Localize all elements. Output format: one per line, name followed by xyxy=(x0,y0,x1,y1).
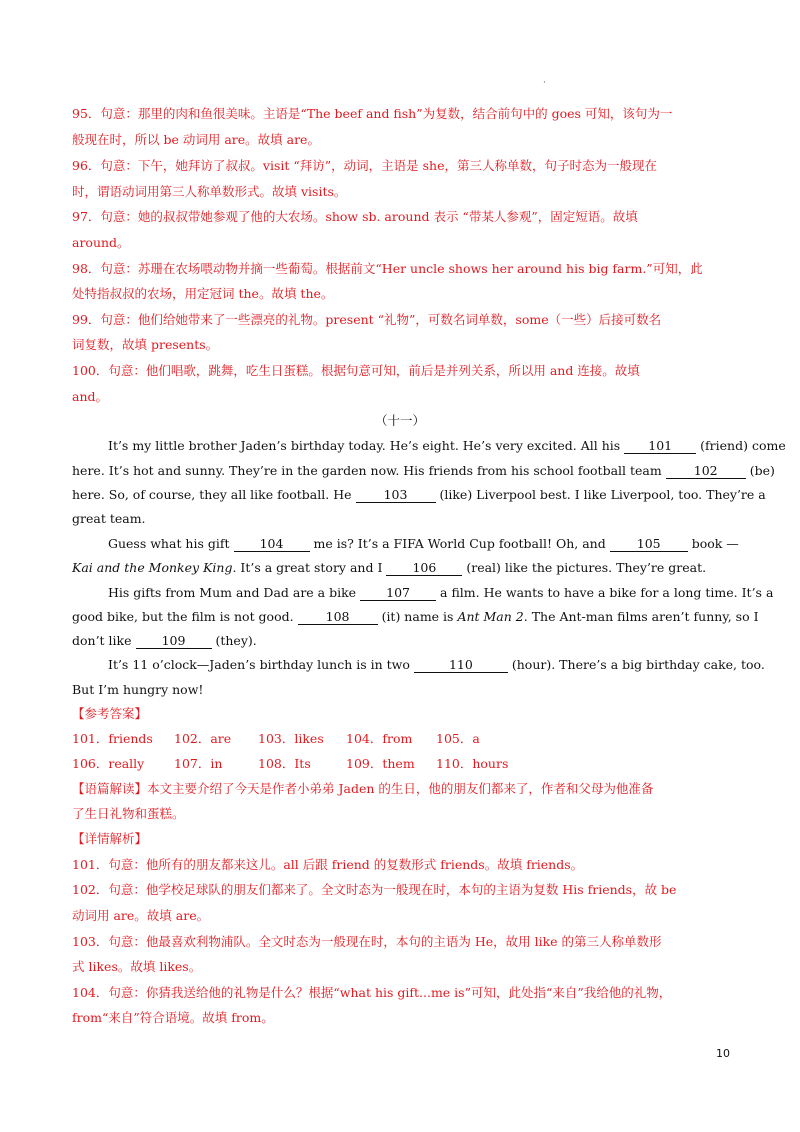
answer-108: 108．Its xyxy=(258,756,311,771)
interpretation-line1 xyxy=(72,781,732,797)
explanation-96-line2: 时，谓语动词用第三人称单数形式。故填 visits。 xyxy=(72,184,347,199)
interpretation-line2: 了生日礼物和蛋糕。 xyxy=(72,806,185,821)
answers-row-1 xyxy=(72,731,732,747)
answer-105: 105．a xyxy=(436,731,480,746)
passage-line: great team. xyxy=(72,511,146,526)
explanation-100-line1: 100．句意：他们唱歌，跳舞，吃生日蛋糕。根据句意可知，前后是并列关系，所以用 and 连接。故填 xyxy=(72,363,640,378)
passage-text: . It’s a great story and I xyxy=(232,560,383,575)
explanation-98-line1: 98．句意：苏珊在农场喂动物并摘一些葡萄。根据前文“Her uncle shows her around his big farm.”可知，此 xyxy=(72,261,703,276)
passage-text: His gifts from Mum and Dad are a bike xyxy=(108,585,357,600)
answer-104: 104．from xyxy=(346,731,413,746)
detail-103-line2: 式 likes。故填 likes。 xyxy=(72,959,202,974)
passage-line xyxy=(108,536,739,552)
passage-text: here. So, of course, they all like football. He xyxy=(72,487,352,502)
blank-104: 104 xyxy=(234,537,310,552)
answers-heading: 【参考答案】 xyxy=(72,706,148,721)
passage-line: But I’m hungry now! xyxy=(72,682,204,697)
passage-text: (friend) come xyxy=(700,438,786,453)
blank-103: 103 xyxy=(356,488,436,503)
blank-108: 108 xyxy=(298,610,378,625)
explanation-97-line1: 97．句意：她的叔叔带她参观了他的大农场。show sb. around 表示 “带某人参观”，固定短语。故填 xyxy=(72,209,638,224)
detail-104-line1: 104．句意：你猜我送给他的礼物是什么？根据“what his gift...me is”可知，此处指“来自”我给他的礼物， xyxy=(72,985,672,1000)
explanation-100-line2: and。 xyxy=(72,389,109,404)
passage-text: It’s my little brother Jaden’s birthday today. He’s eight. He’s very excited. All his xyxy=(108,438,621,453)
blank-105: 105 xyxy=(610,537,688,552)
passage-text: . The Ant-man films aren’t funny, so I xyxy=(523,609,759,624)
film-title: Ant Man 2 xyxy=(457,609,524,624)
detail-102-line1: 102．句意：他学校足球队的朋友们都来了。全文时态为一般现在时，本句的主语为复数 His friends，故 be xyxy=(72,882,677,897)
explanation-95-line2: 般现在时，所以 be 动词用 are。故填 are。 xyxy=(72,132,320,147)
answers-row-2 xyxy=(72,756,732,772)
passage-text: good bike, but the film is not good. xyxy=(72,609,294,624)
explanation-97-line2: around。 xyxy=(72,235,130,250)
explanation-96-line1: 96．句意：下午，她拜访了叔叔。visit “拜访”，动词，主语是 she，第三人称单数，句子时态为一般现在 xyxy=(72,158,657,173)
passage-line xyxy=(72,487,766,503)
book-title: Kai and the Monkey King xyxy=(72,560,233,575)
section-title: （十一） xyxy=(374,413,425,428)
passage-line xyxy=(72,560,732,576)
passage-line xyxy=(72,633,732,649)
passage-text: (be) xyxy=(749,463,775,478)
details-heading: 【详情解析】 xyxy=(72,831,148,846)
explanation-99-line2: 词复数，故填 presents。 xyxy=(72,337,219,352)
answer-109: 109．them xyxy=(346,756,415,771)
answer-107: 107．in xyxy=(174,756,223,771)
passage-line xyxy=(72,609,759,625)
passage-text: (hour). There’s a big birthday cake, too. xyxy=(511,657,765,672)
answer-110: 110．hours xyxy=(436,756,509,771)
passage-text: book — xyxy=(691,536,739,551)
passage-text: (real) like the pictures. They’re great. xyxy=(466,560,707,575)
passage-line xyxy=(108,585,774,601)
passage-line xyxy=(108,438,786,454)
detail-101: 101．句意：他所有的朋友都来这儿。all 后跟 friend 的复数形式 friends。故填 friends。 xyxy=(72,857,584,872)
passage-text: (they). xyxy=(215,633,257,648)
passage-text: a film. He wants to have a bike for a long time. It’s a xyxy=(440,585,774,600)
blank-109: 109 xyxy=(136,634,212,649)
answer-101: 101．friends xyxy=(72,731,153,746)
answer-106: 106．really xyxy=(72,756,145,771)
passage-text: here. It’s hot and sunny. They’re in the garden now. His friends from his school football team xyxy=(72,463,662,478)
page-number: 10 xyxy=(716,1047,730,1060)
scan-dot: · xyxy=(543,78,546,88)
passage-line xyxy=(108,657,765,673)
passage-text: It’s 11 o’clock—Jaden’s birthday lunch is in two xyxy=(108,657,410,672)
interpretation-heading: 【语篇解读】 xyxy=(72,781,148,796)
passage-line xyxy=(72,463,775,479)
explanation-99-line1: 99．句意：他们给她带来了一些漂亮的礼物。present “礼物”，可数名词单数，some（一些）后接可数名 xyxy=(72,312,662,327)
answer-102: 102．are xyxy=(174,731,232,746)
answer-103: 103．likes xyxy=(258,731,324,746)
interpretation-text: 本文主要介绍了今天是作者小弟弟 Jaden 的生日，他的朋友们都来了，作者和父母为他准备 xyxy=(147,781,654,796)
blank-101: 101 xyxy=(624,439,696,454)
detail-104-line2: from“来自”符合语境。故填 from。 xyxy=(72,1010,274,1025)
passage-text: don’t like xyxy=(72,633,132,648)
explanation-95-line1: 95．句意：那里的肉和鱼很美味。主语是“The beef and fish”为复数，结合前句中的 goes 可知，该句为一 xyxy=(72,106,673,121)
blank-107: 107 xyxy=(360,586,436,601)
detail-102-line2: 动词用 are。故填 are。 xyxy=(72,908,210,923)
blank-102: 102 xyxy=(666,464,746,479)
passage-text: (it) name is xyxy=(381,609,454,624)
blank-110: 110 xyxy=(414,658,508,673)
explanation-98-line2: 处特指叔叔的农场，用定冠词 the。故填 the。 xyxy=(72,286,334,301)
passage-text: Guess what his gift xyxy=(108,536,230,551)
detail-103-line1: 103．句意：他最喜欢利物浦队。全文时态为一般现在时，本句的主语为 He，故用 like 的第三人称单数形 xyxy=(72,934,662,949)
passage-text: me is? It’s a FIFA World Cup football! Oh, and xyxy=(313,536,606,551)
blank-106: 106 xyxy=(386,561,462,576)
passage-text: (like) Liverpool best. I like Liverpool, too. They’re a xyxy=(439,487,766,502)
